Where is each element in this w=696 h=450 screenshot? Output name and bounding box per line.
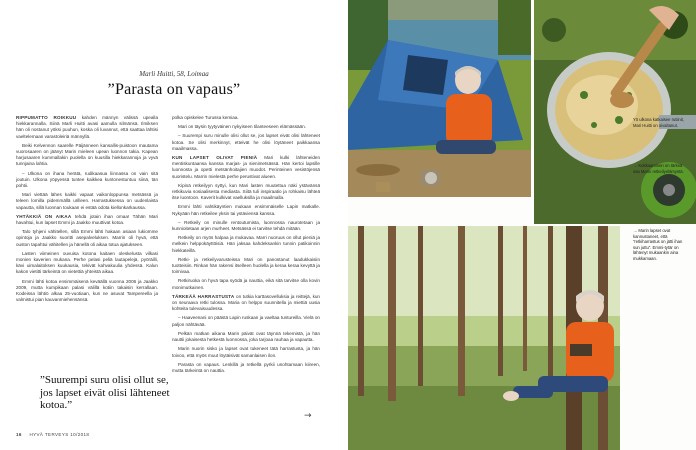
paragraph: Retki- ja retkeilyvarusteissa Mari on panostanut laadukkaisiin tuotteisiin. Rinkan hän rakensi itselleen huolella ja keraa keraa kevyttä ja toimivaa. bbox=[172, 256, 320, 275]
pull-quote: ”Suurempi suru olisi ollut se, jos lapset eivät olisi lähteneet kotoa.” bbox=[40, 374, 170, 411]
paragraph: Lasten viimeinen ouvuisa kotona kaitaen oleskelusta vilkasi monien kaverien mukana. Perhe pelasi peliä lautapelejä, pyöräilli, kävi uimalaitoksen kuukausia, tekivät kahvakuulia yhdessä. Kalun kakon vietitti tärkeintä on vietettiä yhteistä aikaa. bbox=[16, 250, 158, 275]
paragraph: – Retkeily on minulle rentoutumista, luonnossa naurotetaan ja kunnioitetaan arjen murheet. Metsässä ei tarvitse tehdä mitään. bbox=[172, 219, 320, 232]
paragraph: – Ulkona on ihana herätä, rudikaasua liinnassa on vain sitä joutuin. Ulkona yöpyessä tuntee kaikkea kuntonestuntuu siinä, tän pohtii. bbox=[16, 170, 158, 189]
cooking-pot-icon bbox=[534, 0, 696, 224]
text-column-2 bbox=[172, 115, 320, 377]
lead-in: YHTÄKKIÄ ON AIKAA bbox=[16, 213, 72, 219]
paragraph: Emmi lähti kotoa ensimmäisenä keväällä vuonna 2006 ja Jaakko 2009, mutta kumpikaan palasi välillä kotiin takaisin kerrallaan. Kodeissa lähtiö alkaa 25-vuotiaan, kun ne asuvat Tampereella ja valmistui pian kauvanmiehensänsä. bbox=[16, 278, 158, 303]
paragraph: polka opiskelee Turussa kemiaa. bbox=[172, 115, 239, 120]
article-byline: Marli Huitti, 58, Loimaa bbox=[139, 70, 209, 78]
photo-caption: Yö ulkona katkaisee rutiinit, Mari Huitti on oivaltanut. bbox=[633, 117, 684, 128]
article-title: ”Parasta on vapaus” bbox=[107, 81, 241, 98]
photo-caption: → Marin lapset ovat kannustaneet, että ”retkiharrastus on jätti ihan sun juttu”. Emmi-tytär on lähtenyt mukaankin aina mukkamaan. bbox=[633, 228, 683, 261]
paragraph: Kipinä retkeilyyn syttyi, kun Mari lasten muutettua näki ystävänsä retkikuvia sosiaalisesta mediasta. Siitä tuli inspiraatio ja rohkaisu lähteä itse luontoon. Kaverit kulkivat vaelluksilla ja maailmalla. bbox=[172, 182, 320, 201]
paragraph: Parasta on vapaus. Lenkillä ja retkellä pyrkii unohtamaan kiireen, mutta tärkeintä on nauttia. bbox=[172, 361, 320, 373]
paragraph: YHTÄKKIÄ ON AIKAA tehdä jotain ihan omaa! Tähän Mari havahtui, kun lapset Emmi ja Jaakko muuttivat kotoa. bbox=[16, 213, 159, 226]
paragraph: RIPPUMATTO ROIKKUU kahden männyn välissä upealla hiekkarannalla. Siinä Marli Huitti avasi aamulla silmänsä. Ilmiksen hän oli nostanut yöksi puuhun, koska oli luvannut, että saattaa lähtisi vaeltelemaan varastoleiriä männyllä. bbox=[16, 115, 158, 139]
text-column-1 bbox=[16, 115, 158, 306]
paragraph: Beiki Kelvennon saarelle Päijänneen kansallis-puistoon mautama vuorosaaren on jäänyt Marin mieleen upean luonnon takia. Kapean harjusaaren kummallakin puolella on kuusilla hiekkarannoja ja vyvä tunnjaina lahtia. bbox=[16, 142, 158, 167]
lead-in: RIPPUMATTO ROIKKUU bbox=[16, 115, 77, 120]
paragraph: Marin nuorin sisko ja lapset ovat tukeneet tätä harrastusta, ja hän toivoo, että myös muut löytäisivät samanlaisen ilon. bbox=[172, 346, 320, 358]
page-number: 16 bbox=[16, 432, 22, 437]
paragraph: Talo tyhjeni vähitellen, sillä Emmi lähti hakaan asiaan lukiomme opintoja ja Jaakko suoritti asepalveluksen. Marrin oli hyvä, että ouston tapahtui vähitellen ja hänellä oli aikaa totua ajatukseen. bbox=[16, 229, 158, 247]
right-page bbox=[348, 0, 696, 450]
paragraph: – Haaveenani on päästä Lapin ruskaan ja vaeltaa tuntureilla. Vielä on paljon nähtävää. bbox=[172, 315, 320, 327]
woman-in-forest-icon bbox=[348, 226, 620, 450]
paragraph: KUN LAPSET OLIVAT PIENIÄ Mari kulki lähteneiden mentiskuntaansa kanssa marjas- ja sienimetsässä. Hän kertoi lapsille luonnosta ja opetti metsänhoitajien muodot. Perinteinen vesistöjensä suoristelu. Marrin mielestä perhe perustivat alueen. bbox=[172, 155, 320, 179]
paragraph: Pelkän matkan aikana Marin päivät ovat täynnä tekemistä, ja hän nauttii jokaisesta hetkestä luonnossa, joka tarjoaa rauhaa ja vapautta. bbox=[172, 330, 320, 343]
paragraph: Retkiruoka on hyvä tapa syödä ja nauttia, eikä sitä tarvitse olla kovin monimutkainen. bbox=[172, 278, 320, 290]
photo-caption: → Kokkaaminen on tärkeä osa Marin retkeilyelämystä. bbox=[633, 163, 684, 174]
lead-in: TÄRKEÄÄ HARRASTUSTA bbox=[172, 293, 235, 299]
page-footer bbox=[16, 432, 89, 437]
paragraph: Mari viettää lähes kaikki vapaat vaikonloppunsa metsässä ja teleen lomilla pidemmällä urilleen. Harrastuksessa on uudenlaista vapautta, sillä luonnan toukaan ei estää odota kiellonkarkaussa. bbox=[16, 192, 158, 210]
lead-in: KUN LAPSET OLIVAT PIENIÄ bbox=[172, 155, 258, 161]
continue-arrow-icon: → bbox=[304, 411, 312, 421]
paragraph: Retkeily on myös halpaa ja mukavaa. Marri nuoruus on ollut pieniä ja melkein helppokäyttöisiä. Hän jaksaa kahdeksankin tunnin patikoinnin hiekkateillä. bbox=[172, 235, 320, 253]
paragraph: TÄRKEÄÄ HARRASTUSTA on tutkia karttasovelluksia ja reittejä, kun on seuraava retki tulossa. Maria on helppo suunnitella ja miettiä uusia kohteita tulevaisuudessa. bbox=[172, 293, 320, 312]
woman-sitting-by-tent-icon bbox=[348, 0, 531, 197]
paragraph: Mari on täysin tyytyväinen nykyiseen tilanteeseen elämässään. bbox=[178, 124, 306, 130]
magazine-name: HYVÄ TERVEYS 10/2018 bbox=[29, 432, 90, 437]
paragraph: – Suurempi suru minulle olisi ollut se, jos lapset eivät olisi lähteneet kotoa. Se olisi merkinnyt, etteivät he olisi löytäneet paikkaansa maailmassa. bbox=[172, 133, 320, 151]
paragraph: Emmi lähti vahtikäyntien mukaan ensimmäiselle Lapin matkalle. Nykyään hän retkeilee yksin tai ystäviensä kanssa. bbox=[172, 204, 320, 216]
